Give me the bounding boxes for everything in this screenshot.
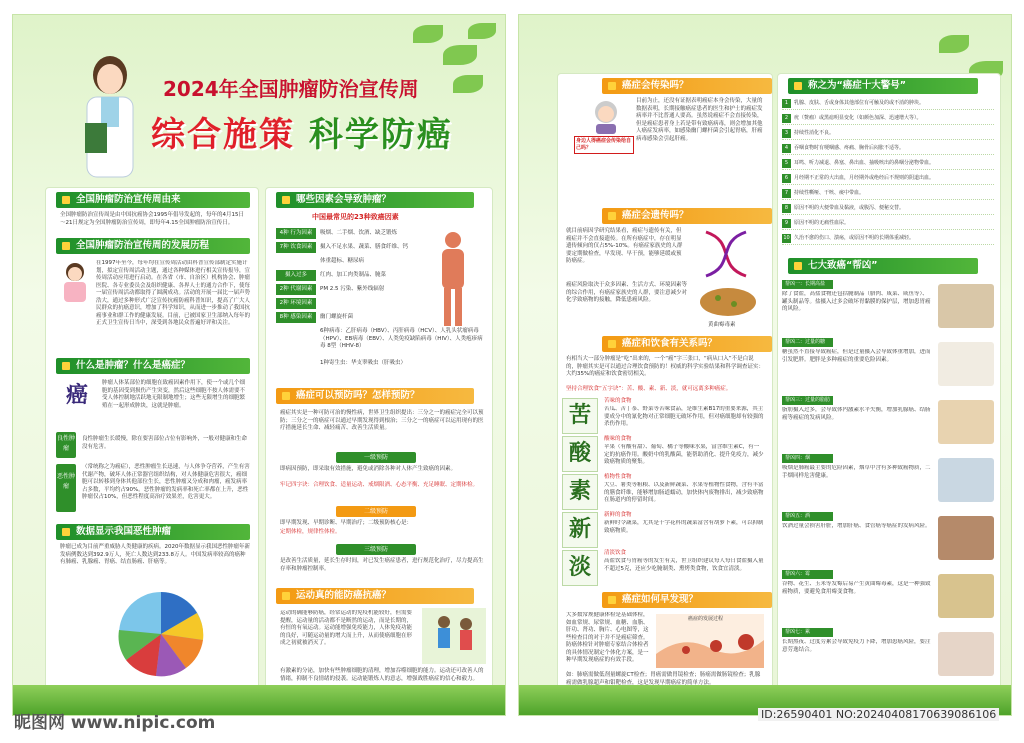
leaf-decoration — [413, 25, 443, 43]
factor-row: 2种 代谢因素 PM 2.5 污染、紫外线辐射 — [272, 284, 492, 295]
warning-item: 1 乳腺、皮肤、舌或身体其他部位有可触及的或不消的肿块。 — [782, 98, 994, 110]
diet-char-light: 淡 — [562, 550, 598, 586]
diet-item-text: 新鲜时令蔬菜，尤其是十字花科的蔬菜富含有胡萝卜素，可以抑制致癌物质。 — [604, 520, 764, 534]
dna-icon — [696, 228, 756, 280]
image-id-label: ID:26590401 NO:20240408170639086106 — [758, 708, 999, 721]
section-header-diet: 癌症和饮食有关系吗？ — [602, 336, 772, 352]
level2-header: 二级预防 — [336, 506, 416, 517]
helper-text: 饮酒过量会损害肝脏，增加肝癌、食管癌等癌症的发病风险。 — [782, 523, 931, 529]
page-title-year: 2024年全国肿瘤防治宣传周 — [163, 77, 419, 101]
helper-tag: 帮凶二：过量的糖 — [782, 338, 833, 347]
warning-item: 10 久治不愈的伤口、溃疡，或原因不明的长期体重减轻。 — [782, 233, 994, 245]
early-text: 大多数常规健康体检是基础体检，如血常规、尿常规、血糖、血脂、肝功、肾功、胸片、心电图等，这些检查目的对于并不是癌症筛查。防癌体检针对肿瘤专家结合体检者的具体情况制定个体化方案，是一种早期发现癌症的有效手段。 — [566, 612, 649, 663]
level2-red-text: 定期体检，规律性体检。 — [280, 529, 341, 535]
helper-image — [938, 284, 994, 328]
section-header-early: 癌症如何早发现？ — [602, 592, 772, 608]
human-body-icon — [436, 230, 470, 330]
helper-tag: 帮凶五：酒 — [782, 512, 833, 521]
section-header-factors: 哪些因素会导致肿瘤？ — [276, 192, 474, 208]
doctor-illustration — [75, 53, 145, 183]
section-header-helpers: 七大致癌“帮凶” — [788, 258, 978, 274]
diet-char-plain: 素 — [562, 474, 598, 510]
factor-row: 8种 感染因素 幽门螺旋杆菌 — [272, 312, 492, 323]
warning-item: 7 持续性嘶哑、干咳、痰中带血。 — [782, 188, 994, 200]
helper-image — [938, 632, 994, 676]
factor-row: 7种 饮食因素 摄入不足水果、蔬菜、膳食纤维、钙 — [272, 242, 492, 253]
diet-intro: 有相当大一部分肿瘤是“吃”出来的，一个“癌”字三张口，“病从口入”不是白说的，肿瘤其实是可以通过合理饮食预防的！权威的科学实验结果和科学调查证实：大约35%的癌症和饮食密切相关。 — [566, 356, 765, 377]
helper-image — [938, 574, 994, 618]
leaf-decoration — [453, 75, 483, 93]
section-header-data: 数据显示我国恶性肿瘤 — [56, 524, 250, 540]
exercise-illustration — [422, 608, 486, 664]
diet-item-head: 酸味的食物 — [604, 436, 632, 442]
level1-red-text: 牢记四字诀：合理饮食、适量运动、戒烟限酒、心态平衡、充足睡眠、定期体检。 — [280, 482, 479, 488]
section-header-what: 什么是肿瘤？什么是癌症？ — [56, 358, 250, 374]
factor-row: 2种 环境因素 — [272, 298, 492, 309]
cancer-incidence-pie — [86, 580, 236, 688]
factor-row: 体重超标、糖尿病 — [320, 258, 365, 264]
factor-row: 4种 行为因素 吸烟、二手烟、饮酒、缺乏锻炼 — [272, 228, 492, 239]
benign-label: 良性肿瘤 — [56, 432, 76, 458]
chart-caption: 癌症的发展过程 — [688, 616, 724, 622]
history-text: 在1997年至今，每年均在宣传周活动由科普宣传部制定实施计划，拟定宣传周活动主题，通过各种媒体进行相关宣传报导，宣传周活动应用进行启动。在各省（市、自治区）机构协会、肿瘤医院、各专业委员会及组织健康、各界人士的通力合作下，使每一届宣传周活动都取得了圆满成功。活动的开展一届比一届声势浩大，通过多种形式广泛宣传抗癌防癌科普知识，提高了广大人民群众的抗癌意识，增加了科学知识，从而进一步推动了我国抗癌事业和群工作的健康发展。目前，已被国家卫生部纳入每年的正式卫生宣传日当中，深受到各地民众普遍好评和关注。 — [96, 260, 250, 326]
what-text: 肿瘤人体某部位的细胞在致癌因素作用下，使一个或几个细胞的基因受到损伤产生突变，然后这些细胞不按人体需要不受人体控制地活跃地无限制地增生；这些无限增生的细胞繁殖在一起形成肿块，这就是肿瘤。 — [102, 380, 246, 409]
level1-text: 即病因预防，即采取有效措施，避免或消除各种对人体产生致癌的因素。 — [280, 466, 457, 472]
helper-tag: 帮凶三：过量的脂肪 — [782, 396, 833, 405]
page-title-main: 综合施策 科学防癌 — [151, 115, 453, 155]
origin-text: 全国肿瘤防治宣传周是由中国抗癌协会1995年倡导发起的，每年的4月15日～21日规定为全国肿瘤防治宣传周，即每年4.15全国肿瘤防治宣传日。 — [60, 212, 244, 226]
right-poster — [518, 14, 1012, 716]
warning-item: 5 耳鸣、听力减退、鼻塞、鼻出血、抽吸咳出的鼻咽分泌物带血。 — [782, 158, 994, 170]
diet-item-head: 苦味的食物 — [604, 398, 632, 404]
infection-text-2: 1种寄生虫：华支睾吸虫（肝吸虫） — [320, 360, 407, 366]
diet-char-sour: 酸 — [562, 436, 598, 472]
helper-tag: 帮凶四：烟 — [782, 454, 833, 463]
prevent-text: 癌症其实是一种可防可治的慢性病，世界卫生组织提出：三分之一的癌症完全可以预防；三分之一的癌症可以通过早期发现得到根治；三分之一的癌症可以运用现有的医疗措施延长生命、减轻痛苦、改善生活质量。 — [280, 410, 484, 431]
helper-text: 除了食盐，高盐食物还包括腌制品（腊肉、咸菜、咸鱼等）、罐头制品等。盐摄入过多会破坏胃黏膜的保护层，增加患胃癌的风险。 — [782, 291, 931, 312]
helper-text: 脂肪摄入过多，会导致体内激素水平失衡，增加乳腺癌、结肠癌等癌症的发病风险。 — [782, 407, 931, 421]
cancer-character: 癌 — [66, 383, 89, 408]
warning-item: 8 原因不明的大便带血及黏液，或腹泻、便秘交替。 — [782, 203, 994, 215]
right-right-column-panel — [777, 73, 1001, 705]
right-column-panel — [265, 187, 493, 701]
diet-item-text: 大豆、薯类等粗粮、以及新鲜蔬菜、水果等植物性食物，含有丰富的膳食纤维，能够增加肠道蠕动，加快体内废物排出，减少致癌物在肠道内的停留时间。 — [604, 482, 764, 503]
warning-item: 4 吞咽食物时有哽咽感、疼痛、胸骨后闷胀不适等。 — [782, 143, 994, 155]
warning-item: 6 月经期不正常的大出血，月经期外或绝经后不规则的阴道出血。 — [782, 173, 994, 185]
warning-item: 2 疣（赘瘤）或黑痣明显变化（如颜色加深、迅速增大等）。 — [782, 113, 994, 125]
warning-item: 3 持续性消化不良。 — [782, 128, 994, 140]
early-text-2: 如：肺癌需做低剂量螺旋CT检查；胃癌需做胃镜检查；肠癌需做肠镜检查；乳腺癌需做乳腺超声和钼靶检查，这是发现早期癌症的简单方法。 — [566, 672, 761, 686]
question-bubble: 身边人得癌症会传染给自己吗？ — [574, 136, 634, 154]
helper-image — [938, 400, 994, 444]
helper-image — [938, 342, 994, 386]
helper-tag: 帮凶七：累 — [782, 628, 833, 637]
section-header-history: 全国肿瘤防治宣传周的发展历程 — [56, 238, 250, 254]
malignant-text: （常统称之为癌症），恶性肿瘤生长迅速，与人体争夺营养，产生有害代谢产物，破坏人体正常器官组织结构，对人体健康危害很大，癌细胞可以转移到身体其他部位生长，恶性肿瘤又分成和肉瘤，癌发病率占多数，平均约占90%。恶性肿瘤的发病率和死亡率都在上升，恶性肿瘤仅占10%，但恶性程度高治疗效果差，危害更大。 — [82, 464, 250, 500]
benign-text: 良性肿瘤生长缓慢，除在要害部位占位有影响外，一般对健康和生命没有危害。 — [82, 436, 248, 450]
helper-text: 长期熬夜、过度劳累会导致免疫力下降，增加患癌风险，要注意劳逸结合。 — [782, 639, 931, 653]
helper-image — [938, 516, 994, 560]
left-column-panel — [45, 187, 259, 701]
section-header-hereditary: 癌症会遗传吗？ — [602, 208, 772, 224]
level3-header: 三级预防 — [336, 544, 416, 555]
warning-item: 9 原因不明的无痛性血尿。 — [782, 218, 994, 230]
contagious-text: 目前为止，还没有证据表明癌症本身会传染，大量的数据表明，长期接触癌症患者的医生和护士的癌症发病率并不比普通人要高。虽然说癌症不会直接传染，但是癌症患者身上若是带有致癌病毒，则会增加其他人癌症发病率，如感染幽门螺杆菌会引起胃癌，肝癌病毒感染会引起肝癌。 — [636, 98, 763, 142]
hereditary-text: 就目前病因学研究结果看，癌症与遗传有关，但癌症并不会直接遗传。在所有癌症中，存在明显遗传倾向的仅占5%-10%。有癌症家族史的人群要定期做检查，早发现、早干预，能够延缓或预防癌症。 — [566, 228, 683, 264]
helper-text: 吸烟是肺癌最主要的危险因素，烟草中含有多种致癌物质，二手烟同样危害健康。 — [782, 465, 931, 479]
leaf-decoration — [939, 35, 969, 53]
diet-item-head: 清淡饮食 — [604, 550, 627, 556]
section-header-warning: 称之为“癌症十大警号” — [788, 78, 978, 94]
helper-image — [938, 458, 994, 502]
right-left-column-panel — [557, 73, 773, 705]
diet-item-text: 苦瓜、苦丁茶、野菜等苦味食品，是维生素B17的重要来源，其主要成分中的氰化物对正常细胞无破坏作用，但对癌细胞却有较强的杀伤作用。 — [604, 406, 764, 427]
infection-text: 6种病毒：乙肝病毒（HBV）、丙肝病毒（HCV）、人乳头状瘤病毒（HPV）、EB病毒（EBV）、人类免疫缺陷病毒（HIV）、人类疱疹病毒 8型（HHV-8） — [320, 328, 483, 349]
exercise-text: 运动的确能够防癌，经常运动的免疫机能较好，但需要提醒，运动量的活动都不是断然的运动，而是长期的，有恒的有氧运动。运动能增强免疫能力，人体免疫功能的良好，可随运动量的增大而上升，从而使癌细胞在形成之初就被消灭了。 — [280, 610, 413, 646]
leaf-decoration — [443, 45, 477, 65]
moldy-food-icon — [698, 284, 758, 320]
leaf-decoration — [468, 23, 496, 39]
level2-text: 即早期发现、早期诊断、早期治疗；二级预防核心是： — [280, 520, 413, 526]
helper-text: 谷物、花生、玉米等发霉后易产生黄曲霉毒素，这是一种强致癌物质，要避免食用霉变食物。 — [782, 581, 931, 595]
diet-tip: 坚持合理饮食“五字诀”：苦、酸、素、新、淡，就可远离多种癌症。 — [566, 386, 732, 392]
section-header-prevent: 癌症可以预防吗？怎样预防？ — [276, 388, 474, 404]
helpers-list — [778, 280, 1000, 700]
data-text: 肿瘤已成为目前严重威胁人类健康的疾病。2020年数据显示我国恶性肿瘤年新发病例数达到392.9万人，死亡人数达到233.8万人。中国发病率较高的癌种有肺癌、乳腺癌、胃癌、结直肠癌、肝癌等。 — [60, 544, 250, 565]
helper-tag: 帮凶一：长期高盐 — [782, 280, 833, 289]
diet-item-text: 苹果（有酸有甜）、葡萄、橘子等酸味水果，富含维生素C，有一定的抗癌作用。酸奶中的乳酸菌，能帮助消化、提升免疫力，减少致癌物质的聚集。 — [604, 444, 764, 465]
left-poster — [12, 14, 506, 716]
factors-subtitle: 中国最常见的23种致癌因素 — [312, 213, 399, 221]
food-caption: 黄曲霉毒素 — [708, 322, 736, 328]
diet-char-fresh: 新 — [562, 512, 598, 548]
section-header-exercise: 运动真的能防癌抗癌？ — [276, 588, 474, 604]
malignant-label: 恶性肿瘤 — [56, 464, 76, 512]
exercise-text-2: 有激素的分泌，加快有些肿瘤细胞的清理，增加吞噬细胞的能力。运动还可改善人的情绪，抑制不良情绪的侵袭。运动能锻炼人的意志，增强战胜癌症的信心和毅力。 — [280, 668, 484, 682]
level1-header: 一级预防 — [336, 452, 416, 463]
helper-text: 糖虽然不直接导致癌症，但是过量摄入会导致体重增加，进而引发肥胖。肥胖是多种癌症的重要危险因素。 — [782, 349, 931, 363]
level3-text: 是改善生活质量，延长生存时间，对已发生癌症患者，进行规范化治疗，尽力提高生存率和肿瘤控制率。 — [280, 558, 484, 572]
diet-item-head: 植物性食物 — [604, 474, 632, 480]
watermark: 昵图网 www.nipic.com — [14, 713, 216, 733]
diet-char-bitter: 苦 — [562, 398, 598, 434]
warning-list — [778, 98, 1000, 258]
section-header-origin: 全国肿瘤防治宣传周由来 — [56, 192, 250, 208]
diet-item-head: 新鲜的食物 — [604, 512, 632, 518]
diet-item-text: 高盐饮食与胃癌等的发生有关，世卫组织建议每人每日食盐摄入量不超过5克，还应少吃腌制类、熏烤类食物，饮食宜清淡。 — [604, 558, 764, 572]
helper-tag: 帮凶六：霉 — [782, 570, 833, 579]
hereditary-text-2: 癌症风险取决于众多因素、生活方式、环境因素等的综合作用，有癌症家族史的人群，要注意减少对化学致癌物的接触，降低患癌风险。 — [566, 282, 688, 303]
section-header-contagious: 癌症会传染吗？ — [602, 78, 772, 94]
factor-row: 摄入过多 红肉、加工肉类制品、腌菜 — [272, 270, 492, 281]
nurse-icon — [58, 260, 92, 304]
elderly-woman-icon — [588, 98, 624, 134]
